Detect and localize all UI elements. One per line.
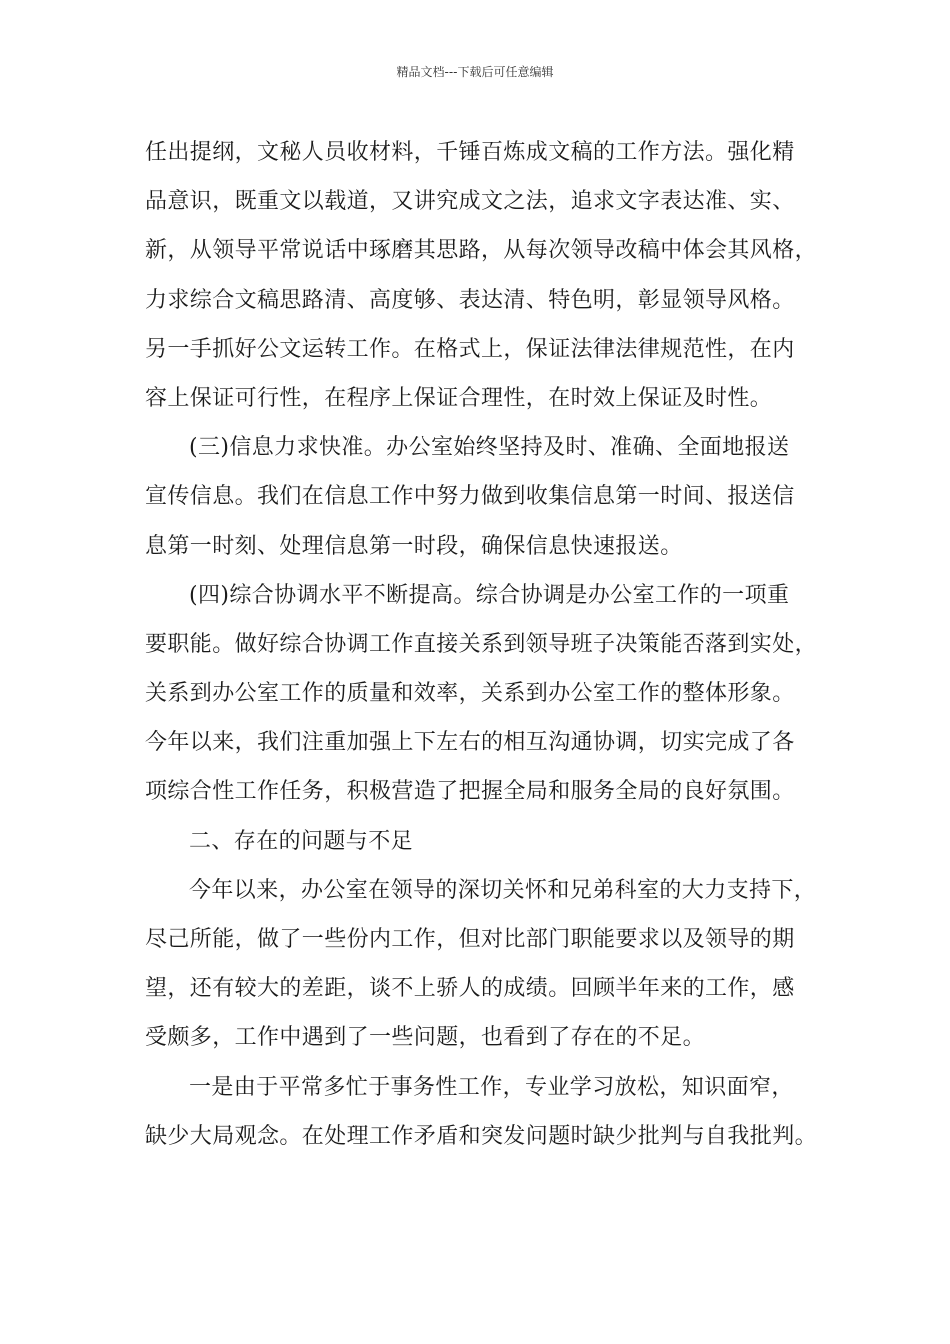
- section-heading: 二、存在的问题与不足: [189, 828, 414, 854]
- text-line: (四)综合协调水平不断提高。综合协调是办公室工作的一项重: [189, 582, 790, 608]
- page-header: 精品文档---下载后可任意编辑: [396, 65, 554, 79]
- text-line: 尽己所能，做了一些份内工作，但对比部门职能要求以及领导的期: [145, 927, 795, 952]
- text-line: 今年以来，办公室在领导的深切关怀和兄弟科室的大力支持下，: [189, 877, 817, 903]
- text-line: 力求综合文稿思路清、高度够、表达清、特色明，彰显领导风格。: [145, 287, 795, 313]
- text-line: 关系到办公室工作的质量和效率，关系到办公室工作的整体形象。: [145, 681, 795, 707]
- document-body: [145, 128, 825, 1161]
- text-line: 品意识，既重文以载道，又讲究成文之法，追求文字表达准、实、: [145, 189, 795, 215]
- text-line: 望，还有较大的差距，谈不上骄人的成绩。回顾半年来的工作，感: [145, 976, 795, 1002]
- text-line: 任出提纲，文秘人员收材料，千锤百炼成文稿的工作方法。强化精: [145, 140, 795, 165]
- text-line: 缺少大局观念。在处理工作矛盾和突发问题时缺少批判与自我批判。: [145, 1123, 818, 1149]
- text-line: 今年以来，我们注重加强上下左右的相互沟通协调，切实完成了各: [145, 730, 795, 756]
- text-line: 息第一时刻、处理信息第一时段，确保信息快速报送。: [145, 533, 683, 559]
- text-line: 要职能。做好综合协调工作直接关系到领导班子决策能否落到实处，: [145, 631, 818, 657]
- text-line: 受颇多，工作中遇到了一些问题，也看到了存在的不足。: [145, 1025, 706, 1051]
- text-line: 宣传信息。我们在信息工作中努力做到收集信息第一时间、报送信: [145, 484, 795, 510]
- text-line: 容上保证可行性，在程序上保证合理性，在时效上保证及时性。: [145, 385, 773, 411]
- text-line: 新，从领导平常说话中琢磨其思路，从每次领导改稿中体会其风格，: [145, 238, 818, 264]
- text-line: 项综合性工作任务，积极营造了把握全局和服务全局的良好氛围。: [145, 779, 795, 805]
- text-line: (三)信息力求快准。办公室始终坚持及时、准确、全面地报送: [189, 435, 790, 461]
- text-line: 另一手抓好公文运转工作。在格式上，保证法律法律规范性，在内: [145, 336, 795, 362]
- text-line: 一是由于平常多忙于事务性工作，专业学习放松，知识面窄，: [189, 1074, 794, 1100]
